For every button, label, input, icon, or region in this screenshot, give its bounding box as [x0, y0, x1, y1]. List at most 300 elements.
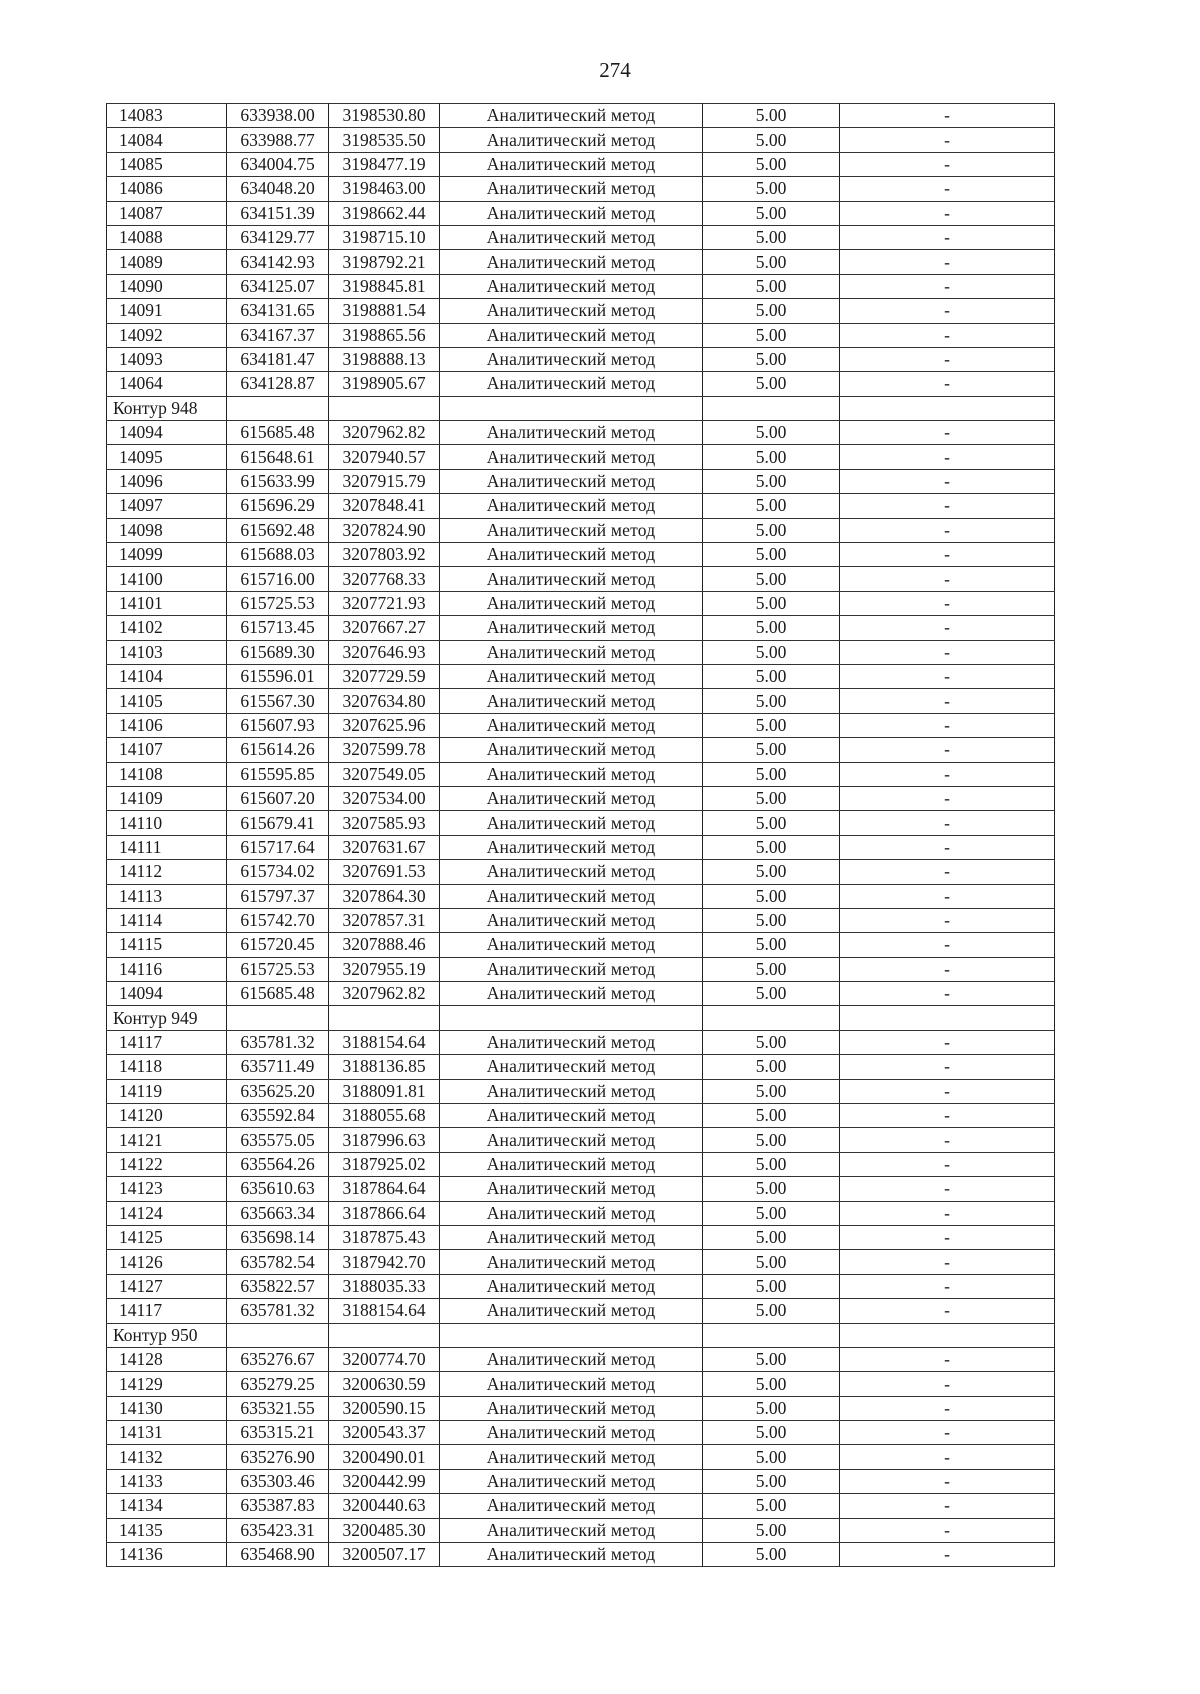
- page-number: 274: [599, 58, 631, 82]
- accuracy-cell: 5.00: [703, 1079, 840, 1103]
- note-cell: -: [840, 811, 1055, 835]
- point-id-cell: 14113: [107, 884, 227, 908]
- point-id-cell: 14107: [107, 738, 227, 762]
- table-row: [107, 884, 1055, 908]
- y-coordinate-cell: 3187866.64: [329, 1201, 440, 1225]
- point-id-cell: 14120: [107, 1104, 227, 1128]
- method-cell: Аналитический метод: [440, 689, 703, 713]
- y-coordinate-cell: 3207803.92: [329, 543, 440, 567]
- note-cell: -: [840, 1201, 1055, 1225]
- method-cell: Аналитический метод: [440, 1177, 703, 1201]
- point-id-cell: 14106: [107, 713, 227, 737]
- table-row: [107, 1201, 1055, 1225]
- x-coordinate-cell: 615713.45: [227, 616, 329, 640]
- method-cell: Аналитический метод: [440, 835, 703, 859]
- note-cell: -: [840, 1347, 1055, 1371]
- point-id-cell: 14084: [107, 128, 227, 152]
- y-coordinate-cell: 3188091.81: [329, 1079, 440, 1103]
- table-row: [107, 689, 1055, 713]
- y-coordinate-cell: 3207646.93: [329, 640, 440, 664]
- y-coordinate-cell: 3207691.53: [329, 860, 440, 884]
- empty-cell: [227, 1323, 329, 1347]
- empty-cell: [840, 1323, 1055, 1347]
- point-id-cell: 14114: [107, 908, 227, 932]
- empty-cell: [703, 1006, 840, 1030]
- point-id-cell: 14129: [107, 1372, 227, 1396]
- note-cell: -: [840, 591, 1055, 615]
- x-coordinate-cell: 615685.48: [227, 982, 329, 1006]
- x-coordinate-cell: 615742.70: [227, 908, 329, 932]
- x-coordinate-cell: 615648.61: [227, 445, 329, 469]
- table-row: [107, 616, 1055, 640]
- x-coordinate-cell: 634142.93: [227, 250, 329, 274]
- point-id-cell: 14099: [107, 543, 227, 567]
- note-cell: -: [840, 518, 1055, 542]
- y-coordinate-cell: 3187925.02: [329, 1152, 440, 1176]
- y-coordinate-cell: 3200490.01: [329, 1445, 440, 1469]
- table-row: [107, 1274, 1055, 1298]
- x-coordinate-cell: 634048.20: [227, 177, 329, 201]
- accuracy-cell: 5.00: [703, 835, 840, 859]
- y-coordinate-cell: 3198535.50: [329, 128, 440, 152]
- method-cell: Аналитический метод: [440, 250, 703, 274]
- accuracy-cell: 5.00: [703, 177, 840, 201]
- table-row: [107, 1079, 1055, 1103]
- x-coordinate-cell: 634167.37: [227, 323, 329, 347]
- method-cell: Аналитический метод: [440, 1030, 703, 1054]
- method-cell: Аналитический метод: [440, 201, 703, 225]
- empty-cell: [329, 396, 440, 420]
- x-coordinate-cell: 615633.99: [227, 469, 329, 493]
- note-cell: -: [840, 567, 1055, 591]
- point-id-cell: 14115: [107, 933, 227, 957]
- x-coordinate-cell: 615689.30: [227, 640, 329, 664]
- note-cell: -: [840, 689, 1055, 713]
- table-row: [107, 591, 1055, 615]
- accuracy-cell: 5.00: [703, 689, 840, 713]
- table-row: [107, 445, 1055, 469]
- accuracy-cell: 5.00: [703, 1225, 840, 1249]
- point-id-cell: 14112: [107, 860, 227, 884]
- point-id-cell: 14109: [107, 786, 227, 810]
- y-coordinate-cell: 3207857.31: [329, 908, 440, 932]
- accuracy-cell: 5.00: [703, 664, 840, 688]
- y-coordinate-cell: 3207549.05: [329, 762, 440, 786]
- empty-cell: [703, 396, 840, 420]
- note-cell: -: [840, 152, 1055, 176]
- empty-cell: [440, 1006, 703, 1030]
- point-id-cell: 14083: [107, 104, 227, 128]
- note-cell: -: [840, 1250, 1055, 1274]
- point-id-cell: 14092: [107, 323, 227, 347]
- table-row: [107, 664, 1055, 688]
- x-coordinate-cell: 615696.29: [227, 494, 329, 518]
- empty-cell: [329, 1323, 440, 1347]
- note-cell: -: [840, 274, 1055, 298]
- note-cell: -: [840, 762, 1055, 786]
- note-cell: -: [840, 786, 1055, 810]
- y-coordinate-cell: 3188055.68: [329, 1104, 440, 1128]
- accuracy-cell: 5.00: [703, 713, 840, 737]
- x-coordinate-cell: 635781.32: [227, 1030, 329, 1054]
- y-coordinate-cell: 3187864.64: [329, 1177, 440, 1201]
- empty-cell: [440, 396, 703, 420]
- point-id-cell: 14123: [107, 1177, 227, 1201]
- accuracy-cell: 5.00: [703, 591, 840, 615]
- note-cell: -: [840, 1372, 1055, 1396]
- x-coordinate-cell: 635781.32: [227, 1299, 329, 1323]
- table-row: [107, 1177, 1055, 1201]
- point-id-cell: 14117: [107, 1030, 227, 1054]
- accuracy-cell: 5.00: [703, 323, 840, 347]
- point-id-cell: 14122: [107, 1152, 227, 1176]
- method-cell: Аналитический метод: [440, 421, 703, 445]
- table-row: [107, 786, 1055, 810]
- point-id-cell: 14131: [107, 1421, 227, 1445]
- y-coordinate-cell: 3198905.67: [329, 372, 440, 396]
- x-coordinate-cell: 615734.02: [227, 860, 329, 884]
- method-cell: Аналитический метод: [440, 982, 703, 1006]
- method-cell: Аналитический метод: [440, 1372, 703, 1396]
- method-cell: Аналитический метод: [440, 152, 703, 176]
- table-row: [107, 372, 1055, 396]
- x-coordinate-cell: 635698.14: [227, 1225, 329, 1249]
- y-coordinate-cell: 3207667.27: [329, 616, 440, 640]
- note-cell: -: [840, 201, 1055, 225]
- empty-cell: [840, 396, 1055, 420]
- note-cell: -: [840, 494, 1055, 518]
- x-coordinate-cell: 634131.65: [227, 299, 329, 323]
- y-coordinate-cell: 3198463.00: [329, 177, 440, 201]
- y-coordinate-cell: 3207585.93: [329, 811, 440, 835]
- note-cell: -: [840, 1274, 1055, 1298]
- method-cell: Аналитический метод: [440, 543, 703, 567]
- table-row: [107, 1518, 1055, 1542]
- y-coordinate-cell: 3198715.10: [329, 225, 440, 249]
- x-coordinate-cell: 635663.34: [227, 1201, 329, 1225]
- accuracy-cell: 5.00: [703, 908, 840, 932]
- y-coordinate-cell: 3198881.54: [329, 299, 440, 323]
- empty-cell: [703, 1323, 840, 1347]
- x-coordinate-cell: 634151.39: [227, 201, 329, 225]
- point-id-cell: 14089: [107, 250, 227, 274]
- x-coordinate-cell: 615567.30: [227, 689, 329, 713]
- point-id-cell: 14094: [107, 982, 227, 1006]
- point-id-cell: 14128: [107, 1347, 227, 1371]
- point-id-cell: 14132: [107, 1445, 227, 1469]
- table-row: [107, 225, 1055, 249]
- table-row: [107, 908, 1055, 932]
- note-cell: -: [840, 250, 1055, 274]
- y-coordinate-cell: 3200774.70: [329, 1347, 440, 1371]
- point-id-cell: 14085: [107, 152, 227, 176]
- table-row: [107, 1030, 1055, 1054]
- x-coordinate-cell: 615720.45: [227, 933, 329, 957]
- table-row: [107, 835, 1055, 859]
- table-row: [107, 299, 1055, 323]
- method-cell: Аналитический метод: [440, 1079, 703, 1103]
- accuracy-cell: 5.00: [703, 1518, 840, 1542]
- accuracy-cell: 5.00: [703, 543, 840, 567]
- accuracy-cell: 5.00: [703, 445, 840, 469]
- point-id-cell: 14098: [107, 518, 227, 542]
- y-coordinate-cell: 3207888.46: [329, 933, 440, 957]
- point-id-cell: 14105: [107, 689, 227, 713]
- point-id-cell: 14136: [107, 1543, 227, 1567]
- y-coordinate-cell: 3198888.13: [329, 347, 440, 371]
- accuracy-cell: 5.00: [703, 104, 840, 128]
- method-cell: Аналитический метод: [440, 567, 703, 591]
- point-id-cell: 14117: [107, 1299, 227, 1323]
- table-row: [107, 104, 1055, 128]
- y-coordinate-cell: 3207721.93: [329, 591, 440, 615]
- y-coordinate-cell: 3187996.63: [329, 1128, 440, 1152]
- note-cell: -: [840, 908, 1055, 932]
- accuracy-cell: 5.00: [703, 1250, 840, 1274]
- table-row: [107, 152, 1055, 176]
- table-row: [107, 518, 1055, 542]
- method-cell: Аналитический метод: [440, 1347, 703, 1371]
- method-cell: Аналитический метод: [440, 347, 703, 371]
- point-id-cell: 14119: [107, 1079, 227, 1103]
- accuracy-cell: 5.00: [703, 1372, 840, 1396]
- accuracy-cell: 5.00: [703, 1177, 840, 1201]
- point-id-cell: 14130: [107, 1396, 227, 1420]
- point-id-cell: 14102: [107, 616, 227, 640]
- x-coordinate-cell: 635468.90: [227, 1543, 329, 1567]
- table-row: [107, 543, 1055, 567]
- y-coordinate-cell: 3207768.33: [329, 567, 440, 591]
- method-cell: Аналитический метод: [440, 274, 703, 298]
- note-cell: -: [840, 884, 1055, 908]
- x-coordinate-cell: 635592.84: [227, 1104, 329, 1128]
- x-coordinate-cell: 615717.64: [227, 835, 329, 859]
- accuracy-cell: 5.00: [703, 567, 840, 591]
- x-coordinate-cell: 615595.85: [227, 762, 329, 786]
- accuracy-cell: 5.00: [703, 811, 840, 835]
- note-cell: -: [840, 1225, 1055, 1249]
- point-id-cell: 14103: [107, 640, 227, 664]
- note-cell: -: [840, 347, 1055, 371]
- table-row: [107, 421, 1055, 445]
- method-cell: Аналитический метод: [440, 933, 703, 957]
- method-cell: Аналитический метод: [440, 1250, 703, 1274]
- y-coordinate-cell: 3207824.90: [329, 518, 440, 542]
- x-coordinate-cell: 635303.46: [227, 1469, 329, 1493]
- accuracy-cell: 5.00: [703, 933, 840, 957]
- note-cell: -: [840, 225, 1055, 249]
- point-id-cell: 14087: [107, 201, 227, 225]
- note-cell: -: [840, 323, 1055, 347]
- point-id-cell: 14094: [107, 421, 227, 445]
- accuracy-cell: 5.00: [703, 1421, 840, 1445]
- point-id-cell: 14091: [107, 299, 227, 323]
- accuracy-cell: 5.00: [703, 884, 840, 908]
- note-cell: -: [840, 445, 1055, 469]
- coordinates-table: [106, 103, 1055, 1567]
- table-row: [107, 933, 1055, 957]
- accuracy-cell: 5.00: [703, 201, 840, 225]
- point-id-cell: 14126: [107, 1250, 227, 1274]
- accuracy-cell: 5.00: [703, 1104, 840, 1128]
- note-cell: -: [840, 1030, 1055, 1054]
- y-coordinate-cell: 3207864.30: [329, 884, 440, 908]
- point-id-cell: 14111: [107, 835, 227, 859]
- y-coordinate-cell: 3200507.17: [329, 1543, 440, 1567]
- method-cell: Аналитический метод: [440, 762, 703, 786]
- method-cell: Аналитический метод: [440, 1518, 703, 1542]
- coordinates-table-body: [107, 104, 1055, 1567]
- accuracy-cell: 5.00: [703, 421, 840, 445]
- method-cell: Аналитический метод: [440, 494, 703, 518]
- accuracy-cell: 5.00: [703, 274, 840, 298]
- method-cell: Аналитический метод: [440, 664, 703, 688]
- point-id-cell: 14097: [107, 494, 227, 518]
- point-id-cell: 14104: [107, 664, 227, 688]
- method-cell: Аналитический метод: [440, 908, 703, 932]
- y-coordinate-cell: 3207955.19: [329, 957, 440, 981]
- x-coordinate-cell: 635711.49: [227, 1055, 329, 1079]
- note-cell: -: [840, 1543, 1055, 1567]
- note-cell: -: [840, 957, 1055, 981]
- table-row: [107, 128, 1055, 152]
- point-id-cell: 14100: [107, 567, 227, 591]
- note-cell: -: [840, 1469, 1055, 1493]
- accuracy-cell: 5.00: [703, 1152, 840, 1176]
- empty-cell: [227, 396, 329, 420]
- y-coordinate-cell: 3198477.19: [329, 152, 440, 176]
- method-cell: Аналитический метод: [440, 1055, 703, 1079]
- y-coordinate-cell: 3198530.80: [329, 104, 440, 128]
- table-row: [107, 1372, 1055, 1396]
- note-cell: -: [840, 177, 1055, 201]
- accuracy-cell: 5.00: [703, 1128, 840, 1152]
- y-coordinate-cell: 3187875.43: [329, 1225, 440, 1249]
- accuracy-cell: 5.00: [703, 469, 840, 493]
- note-cell: -: [840, 543, 1055, 567]
- note-cell: -: [840, 128, 1055, 152]
- table-row: [107, 347, 1055, 371]
- method-cell: Аналитический метод: [440, 372, 703, 396]
- table-row: [107, 762, 1055, 786]
- y-coordinate-cell: 3188136.85: [329, 1055, 440, 1079]
- accuracy-cell: 5.00: [703, 1347, 840, 1371]
- table-row: [107, 494, 1055, 518]
- table-row: [107, 811, 1055, 835]
- point-id-cell: 14127: [107, 1274, 227, 1298]
- accuracy-cell: 5.00: [703, 957, 840, 981]
- point-id-cell: 14088: [107, 225, 227, 249]
- point-id-cell: 14090: [107, 274, 227, 298]
- accuracy-cell: 5.00: [703, 1299, 840, 1323]
- table-row: [107, 274, 1055, 298]
- y-coordinate-cell: 3200440.63: [329, 1494, 440, 1518]
- accuracy-cell: 5.00: [703, 225, 840, 249]
- table-row: [107, 567, 1055, 591]
- accuracy-cell: 5.00: [703, 518, 840, 542]
- y-coordinate-cell: 3200442.99: [329, 1469, 440, 1493]
- method-cell: Аналитический метод: [440, 616, 703, 640]
- x-coordinate-cell: 634125.07: [227, 274, 329, 298]
- point-id-cell: 14124: [107, 1201, 227, 1225]
- note-cell: -: [840, 616, 1055, 640]
- y-coordinate-cell: 3207599.78: [329, 738, 440, 762]
- note-cell: -: [840, 1299, 1055, 1323]
- y-coordinate-cell: 3207940.57: [329, 445, 440, 469]
- y-coordinate-cell: 3207534.00: [329, 786, 440, 810]
- point-id-cell: 14110: [107, 811, 227, 835]
- x-coordinate-cell: 615614.26: [227, 738, 329, 762]
- note-cell: -: [840, 664, 1055, 688]
- note-cell: -: [840, 421, 1055, 445]
- table-row: [107, 1152, 1055, 1176]
- x-coordinate-cell: 615797.37: [227, 884, 329, 908]
- note-cell: -: [840, 469, 1055, 493]
- point-id-cell: 14086: [107, 177, 227, 201]
- table-row: [107, 1396, 1055, 1420]
- table-row: [107, 1543, 1055, 1567]
- note-cell: -: [840, 1445, 1055, 1469]
- table-row: [107, 1104, 1055, 1128]
- y-coordinate-cell: 3188154.64: [329, 1030, 440, 1054]
- point-id-cell: 14064: [107, 372, 227, 396]
- note-cell: -: [840, 372, 1055, 396]
- table-row: [107, 1250, 1055, 1274]
- method-cell: Аналитический метод: [440, 177, 703, 201]
- x-coordinate-cell: 615688.03: [227, 543, 329, 567]
- contour-header-row: [107, 1323, 1055, 1347]
- table-row: [107, 250, 1055, 274]
- method-cell: Аналитический метод: [440, 1396, 703, 1420]
- method-cell: Аналитический метод: [440, 128, 703, 152]
- y-coordinate-cell: 3207962.82: [329, 982, 440, 1006]
- point-id-cell: 14133: [107, 1469, 227, 1493]
- accuracy-cell: 5.00: [703, 1543, 840, 1567]
- x-coordinate-cell: 635315.21: [227, 1421, 329, 1445]
- table-row: [107, 860, 1055, 884]
- method-cell: Аналитический метод: [440, 713, 703, 737]
- y-coordinate-cell: 3200590.15: [329, 1396, 440, 1420]
- y-coordinate-cell: 3187942.70: [329, 1250, 440, 1274]
- x-coordinate-cell: 615716.00: [227, 567, 329, 591]
- note-cell: -: [840, 982, 1055, 1006]
- method-cell: Аналитический метод: [440, 1299, 703, 1323]
- method-cell: Аналитический метод: [440, 1469, 703, 1493]
- contour-label: Контур 950: [107, 1323, 227, 1347]
- accuracy-cell: 5.00: [703, 982, 840, 1006]
- method-cell: Аналитический метод: [440, 860, 703, 884]
- point-id-cell: 14118: [107, 1055, 227, 1079]
- point-id-cell: 14101: [107, 591, 227, 615]
- x-coordinate-cell: 635564.26: [227, 1152, 329, 1176]
- table-row: [107, 957, 1055, 981]
- empty-cell: [227, 1006, 329, 1030]
- x-coordinate-cell: 633988.77: [227, 128, 329, 152]
- accuracy-cell: 5.00: [703, 1201, 840, 1225]
- x-coordinate-cell: 634128.87: [227, 372, 329, 396]
- accuracy-cell: 5.00: [703, 616, 840, 640]
- table-row: [107, 323, 1055, 347]
- method-cell: Аналитический метод: [440, 1494, 703, 1518]
- method-cell: Аналитический метод: [440, 225, 703, 249]
- table-row: [107, 1225, 1055, 1249]
- note-cell: -: [840, 1104, 1055, 1128]
- x-coordinate-cell: 635276.90: [227, 1445, 329, 1469]
- method-cell: Аналитический метод: [440, 104, 703, 128]
- table-row: [107, 177, 1055, 201]
- table-row: [107, 1347, 1055, 1371]
- x-coordinate-cell: 635610.63: [227, 1177, 329, 1201]
